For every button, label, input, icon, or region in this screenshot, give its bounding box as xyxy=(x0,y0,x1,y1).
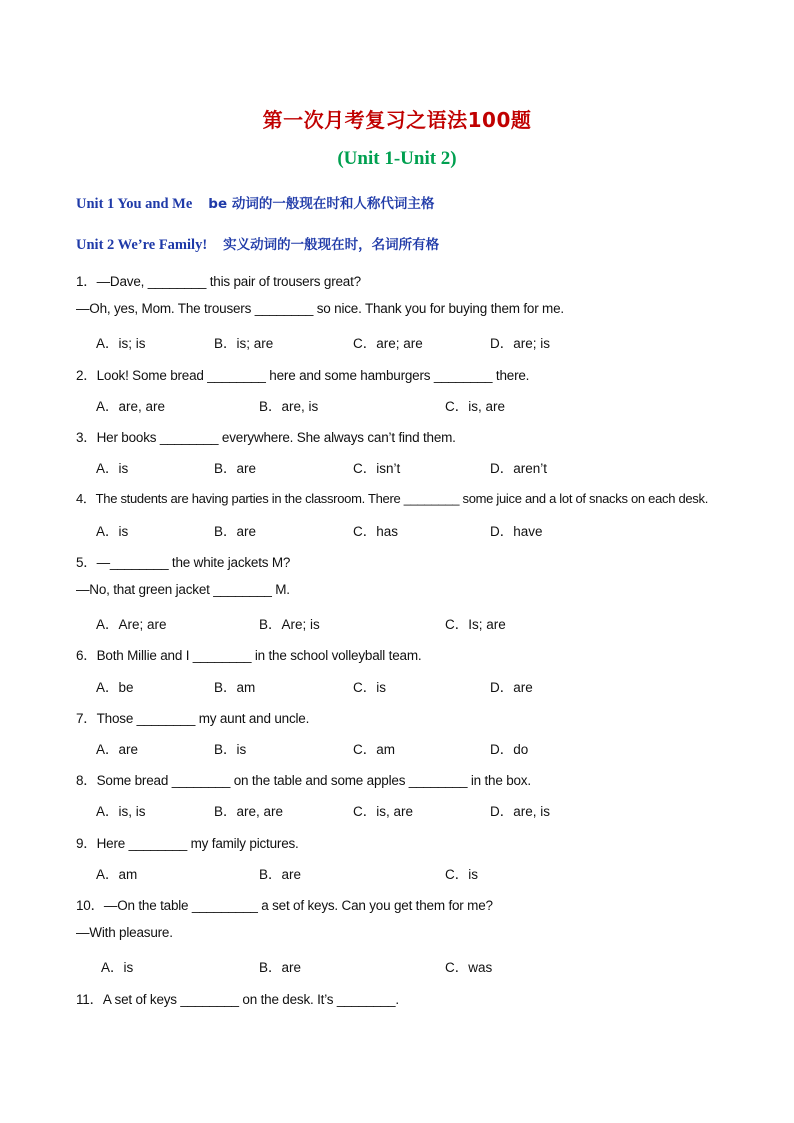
question-text: 3．Her books ________ everywhere. She always can’t find them. xyxy=(76,430,456,445)
answer-option: B．Are; is xyxy=(259,617,320,632)
answer-option: A．am xyxy=(96,867,138,882)
answer-option: A．are, are xyxy=(96,399,166,414)
answer-option: A．Are; are xyxy=(96,617,167,632)
question-text: 6．Both Millie and I ________ in the school volleyball team. xyxy=(76,648,422,663)
answer-option: B．is; are xyxy=(214,336,274,351)
answer-option: D．are xyxy=(490,680,533,695)
answer-option: C．is xyxy=(445,867,478,882)
unit-topic: 实义动词的一般现在时，名词所有格 xyxy=(223,237,440,253)
answer-option: C．isn’t xyxy=(353,461,401,476)
answer-option: D．are, is xyxy=(490,804,551,819)
question-text: —No, that green jacket ________ M. xyxy=(76,582,290,597)
answer-option: A．is xyxy=(96,461,129,476)
answer-option: C．is xyxy=(353,680,386,695)
unit-heading xyxy=(76,192,434,213)
question-text: 11．A set of keys ________ on the desk. It’s ________. xyxy=(76,992,399,1007)
answer-option: D．are; is xyxy=(490,336,551,351)
answer-option: B．are, are xyxy=(214,804,284,819)
unit-title: Unit 2 We’re Family! xyxy=(76,237,208,253)
answer-option: C．is, are xyxy=(353,804,414,819)
answer-option: A．is xyxy=(96,524,129,539)
answer-option: D．have xyxy=(490,524,543,539)
page-title: 第一次月考复习之语法100题 xyxy=(262,108,532,132)
answer-option: C．is, are xyxy=(445,399,506,414)
unit-heading xyxy=(76,233,439,254)
unit-title: Unit 1 You and Me xyxy=(76,196,193,212)
answer-option: A．are xyxy=(96,742,139,757)
answer-option: C．Is; are xyxy=(445,617,506,632)
unit-topic: be 动词的一般现在时和人称代词主格 xyxy=(208,196,435,212)
question-text: 9．Here ________ my family pictures. xyxy=(76,836,299,851)
question-text: 7．Those ________ my aunt and uncle. xyxy=(76,711,310,726)
answer-option: B．are, is xyxy=(259,399,319,414)
answer-option: B．are xyxy=(259,867,302,882)
answer-option: A．be xyxy=(96,680,134,695)
answer-option: A．is xyxy=(101,960,134,975)
answer-option: C．am xyxy=(353,742,396,757)
question-text: 10．—On the table _________ a set of keys. Can you get them for me? xyxy=(76,898,493,913)
answer-option: B．are xyxy=(214,461,257,476)
answer-option: B．are xyxy=(259,960,302,975)
page-subtitle: (Unit 1-Unit 2) xyxy=(337,148,457,169)
question-text: 5．—________ the white jackets M? xyxy=(76,555,291,570)
answer-option: B．are xyxy=(214,524,257,539)
question-text: 4．The students are having parties in the classroom. There ________ some juice and a lot of snacks on each desk. xyxy=(76,491,709,506)
answer-option: A．is, is xyxy=(96,804,146,819)
answer-option: A．is; is xyxy=(96,336,146,351)
question-text: —With pleasure. xyxy=(76,925,173,940)
answer-option: C．has xyxy=(353,524,399,539)
answer-option: C．was xyxy=(445,960,493,975)
question-text: 1．—Dave, ________ this pair of trousers great? xyxy=(76,274,361,289)
answer-option: D．aren’t xyxy=(490,461,548,476)
question-text: —Oh, yes, Mom. The trousers ________ so nice. Thank you for buying them for me. xyxy=(76,301,564,316)
answer-option: C．are; are xyxy=(353,336,423,351)
answer-option: B．am xyxy=(214,680,256,695)
question-text: 8．Some bread ________ on the table and some apples ________ in the box. xyxy=(76,773,531,788)
answer-option: B．is xyxy=(214,742,247,757)
question-text: 2．Look! Some bread ________ here and some hamburgers ________ there. xyxy=(76,368,530,383)
answer-option: D．do xyxy=(490,742,529,757)
